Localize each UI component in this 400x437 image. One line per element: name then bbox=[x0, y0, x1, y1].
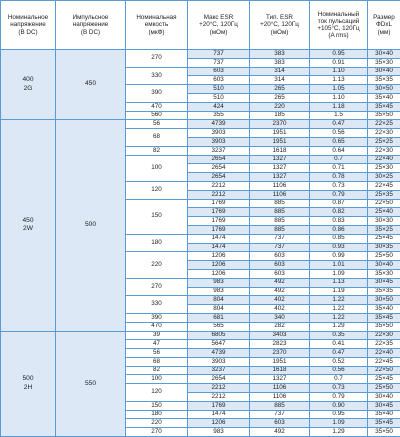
typ-esr-cell: 1327 bbox=[250, 173, 310, 182]
typ-esr-cell: 1951 bbox=[250, 137, 310, 146]
typ-esr-cell: 1618 bbox=[250, 366, 310, 375]
header-line: (мОм) bbox=[250, 29, 309, 36]
size-cell: 30×30 bbox=[368, 217, 400, 226]
ripple-current-cell: 1.22 bbox=[310, 305, 368, 314]
max-esr-cell: 2212 bbox=[188, 181, 250, 190]
ripple-current-cell: 0.41 bbox=[310, 340, 368, 349]
capacitance-cell: 82 bbox=[126, 366, 188, 375]
max-esr-cell: 6805 bbox=[188, 331, 250, 340]
typ-esr-cell: 1327 bbox=[250, 155, 310, 164]
header-line: Номинальное bbox=[1, 14, 55, 21]
typ-esr-cell: 492 bbox=[250, 287, 310, 296]
max-esr-cell: 737 bbox=[188, 58, 250, 67]
max-esr-cell: 2654 bbox=[188, 164, 250, 173]
header-line: (мкФ) bbox=[126, 29, 187, 36]
size-cell: 35×35 bbox=[368, 76, 400, 85]
ripple-current-cell: 1.05 bbox=[310, 85, 368, 94]
ripple-current-cell: 1.22 bbox=[310, 313, 368, 322]
header-line: +20°C, 120Гц bbox=[250, 21, 309, 28]
table-row bbox=[1, 331, 400, 340]
size-cell: 22×45 bbox=[368, 181, 400, 190]
ripple-current-cell: 1.5 bbox=[310, 111, 368, 120]
header-line: (мм) bbox=[368, 29, 400, 36]
size-cell: 22×40 bbox=[368, 349, 400, 358]
size-cell: 35×50 bbox=[368, 111, 400, 120]
capacitance-cell: 56 bbox=[126, 120, 188, 129]
max-esr-header bbox=[188, 1, 250, 50]
typ-esr-cell: 603 bbox=[250, 269, 310, 278]
size-cell: 35×40 bbox=[368, 93, 400, 102]
header-line: Импульсное bbox=[56, 14, 125, 21]
max-esr-cell: 737 bbox=[188, 50, 250, 59]
typ-esr-cell: 885 bbox=[250, 401, 310, 410]
capacitance-cell: 120 bbox=[126, 181, 188, 199]
size-cell: 35×30 bbox=[368, 58, 400, 67]
size-cell: 25×40 bbox=[368, 208, 400, 217]
size-cell: 25×45 bbox=[368, 234, 400, 243]
size-cell: 35×45 bbox=[368, 102, 400, 111]
typ-esr-cell: 885 bbox=[250, 199, 310, 208]
ripple-current-header bbox=[310, 1, 368, 50]
ripple-current-cell: 0.85 bbox=[310, 234, 368, 243]
max-esr-cell: 1206 bbox=[188, 261, 250, 270]
ripple-current-cell: 0.79 bbox=[310, 393, 368, 402]
surge-voltage-cell: 550 bbox=[56, 331, 126, 437]
size-cell: 22×50 bbox=[368, 199, 400, 208]
max-esr-cell: 1206 bbox=[188, 269, 250, 278]
ripple-current-cell: 1.22 bbox=[310, 296, 368, 305]
typ-esr-cell: 3403 bbox=[250, 331, 310, 340]
typ-esr-cell: 885 bbox=[250, 208, 310, 217]
capacitance-cell: 56 bbox=[126, 349, 188, 358]
size-cell: 22×30 bbox=[368, 146, 400, 155]
header-line: (В DC) bbox=[56, 29, 125, 36]
max-esr-cell: 4739 bbox=[188, 120, 250, 129]
typ-esr-cell: 737 bbox=[250, 234, 310, 243]
ripple-current-cell: 0.95 bbox=[310, 50, 368, 59]
typ-esr-cell: 265 bbox=[250, 93, 310, 102]
typ-esr-cell: 402 bbox=[250, 296, 310, 305]
size-cell: 35×35 bbox=[368, 287, 400, 296]
typ-esr-cell: 1951 bbox=[250, 129, 310, 138]
capacitance-cell: 470 bbox=[126, 322, 188, 331]
header-line: Номинальный bbox=[310, 11, 367, 18]
size-cell: 35×30 bbox=[368, 269, 400, 278]
header-line: емкость bbox=[126, 21, 187, 28]
max-esr-cell: 1769 bbox=[188, 217, 250, 226]
size-cell: 35×45 bbox=[368, 419, 400, 428]
max-esr-cell: 2654 bbox=[188, 173, 250, 182]
size-cell: 25×45 bbox=[368, 375, 400, 384]
rated-voltage-cell bbox=[1, 120, 56, 331]
max-esr-cell: 2212 bbox=[188, 384, 250, 393]
rated-voltage-line: 2G bbox=[1, 85, 55, 94]
typ-esr-cell: 1106 bbox=[250, 393, 310, 402]
surge-voltage-cell: 500 bbox=[56, 120, 126, 331]
typ-esr-cell: 1106 bbox=[250, 181, 310, 190]
header-line: (В DC) bbox=[1, 29, 55, 36]
size-cell: 35×45 bbox=[368, 313, 400, 322]
capacitance-cell: 270 bbox=[126, 428, 188, 437]
size-cell: 30×25 bbox=[368, 173, 400, 182]
capacitance-cell: 82 bbox=[126, 146, 188, 155]
capacitance-cell: 180 bbox=[126, 410, 188, 419]
ripple-current-cell: 1.13 bbox=[310, 76, 368, 85]
ripple-current-cell: 0.91 bbox=[310, 58, 368, 67]
header-line: (мОм) bbox=[188, 29, 249, 36]
capacitance-cell: 330 bbox=[126, 296, 188, 314]
size-cell: 35×40 bbox=[368, 410, 400, 419]
max-esr-cell: 1474 bbox=[188, 243, 250, 252]
capacitance-cell: 68 bbox=[126, 357, 188, 366]
ripple-current-cell: 0.86 bbox=[310, 225, 368, 234]
typ-esr-cell: 737 bbox=[250, 243, 310, 252]
capacitance-cell: 120 bbox=[126, 384, 188, 402]
size-cell: 30×35 bbox=[368, 243, 400, 252]
max-esr-cell: 983 bbox=[188, 287, 250, 296]
typ-esr-cell: 314 bbox=[250, 67, 310, 76]
size-cell: 22×50 bbox=[368, 366, 400, 375]
max-esr-cell: 510 bbox=[188, 93, 250, 102]
ripple-current-cell: 0.95 bbox=[310, 410, 368, 419]
ripple-current-cell: 1.29 bbox=[310, 428, 368, 437]
typ-esr-cell: 885 bbox=[250, 217, 310, 226]
size-cell: 35×40 bbox=[368, 305, 400, 314]
max-esr-cell: 565 bbox=[188, 322, 250, 331]
header-row bbox=[1, 1, 400, 50]
table-row bbox=[1, 120, 400, 129]
capacitance-cell: 270 bbox=[126, 278, 188, 296]
ripple-current-cell: 0.78 bbox=[310, 173, 368, 182]
max-esr-cell: 510 bbox=[188, 85, 250, 94]
typ-esr-cell: 603 bbox=[250, 252, 310, 261]
typ-esr-cell: 1327 bbox=[250, 375, 310, 384]
size-cell: 22×35 bbox=[368, 340, 400, 349]
ripple-current-cell: 1.09 bbox=[310, 419, 368, 428]
ripple-current-cell: 0.56 bbox=[310, 129, 368, 138]
size-cell: 30×40 bbox=[368, 50, 400, 59]
typ-esr-cell: 603 bbox=[250, 261, 310, 270]
typ-esr-cell: 340 bbox=[250, 313, 310, 322]
header-line: ФDxL bbox=[368, 21, 400, 28]
max-esr-cell: 3903 bbox=[188, 129, 250, 138]
size-cell: 25×25 bbox=[368, 137, 400, 146]
capacitance-header bbox=[126, 1, 188, 50]
typ-esr-cell: 402 bbox=[250, 305, 310, 314]
header-line: (A rms) bbox=[310, 32, 367, 39]
typ-esr-cell: 2370 bbox=[250, 349, 310, 358]
ripple-current-cell: 0.73 bbox=[310, 384, 368, 393]
max-esr-cell: 1769 bbox=[188, 208, 250, 217]
max-esr-cell: 3237 bbox=[188, 366, 250, 375]
typ-esr-cell: 1951 bbox=[250, 357, 310, 366]
ripple-current-cell: 1.01 bbox=[310, 261, 368, 270]
max-esr-cell: 4739 bbox=[188, 349, 250, 358]
header-line: ток пульсаций bbox=[310, 18, 367, 25]
max-esr-cell: 603 bbox=[188, 76, 250, 85]
capacitance-cell: 150 bbox=[126, 199, 188, 234]
header-line: Макс ESR bbox=[188, 14, 249, 21]
capacitance-cell: 68 bbox=[126, 129, 188, 147]
max-esr-cell: 1769 bbox=[188, 225, 250, 234]
max-esr-cell: 681 bbox=[188, 313, 250, 322]
max-esr-cell: 355 bbox=[188, 111, 250, 120]
header-line: +20°C, 120Гц bbox=[188, 21, 249, 28]
size-cell: 30×50 bbox=[368, 296, 400, 305]
rated-voltage-cell bbox=[1, 331, 56, 437]
typ-esr-cell: 1618 bbox=[250, 146, 310, 155]
typ-esr-cell: 220 bbox=[250, 102, 310, 111]
rated-voltage-cell bbox=[1, 50, 56, 120]
max-esr-cell: 3237 bbox=[188, 146, 250, 155]
size-cell: 22×45 bbox=[368, 357, 400, 366]
surge-voltage-cell: 450 bbox=[56, 50, 126, 120]
max-esr-cell: 3903 bbox=[188, 357, 250, 366]
ripple-current-cell: 0.79 bbox=[310, 190, 368, 199]
ripple-current-cell: 1.19 bbox=[310, 287, 368, 296]
typ-esr-cell: 492 bbox=[250, 278, 310, 287]
typ-esr-cell: 492 bbox=[250, 428, 310, 437]
typ-esr-cell: 2370 bbox=[250, 120, 310, 129]
size-cell: 35×25 bbox=[368, 225, 400, 234]
table-body bbox=[1, 50, 400, 437]
size-cell: 30×40 bbox=[368, 261, 400, 270]
typ-esr-header bbox=[250, 1, 310, 50]
max-esr-cell: 1769 bbox=[188, 401, 250, 410]
max-esr-cell: 983 bbox=[188, 278, 250, 287]
size-cell: 25×50 bbox=[368, 252, 400, 261]
ripple-current-cell: 0.73 bbox=[310, 181, 368, 190]
typ-esr-cell: 265 bbox=[250, 85, 310, 94]
capacitance-cell: 220 bbox=[126, 252, 188, 278]
capacitance-cell: 150 bbox=[126, 401, 188, 410]
capacitance-cell: 180 bbox=[126, 234, 188, 252]
ripple-current-cell: 0.65 bbox=[310, 137, 368, 146]
rated-voltage-line: 450 bbox=[1, 217, 55, 226]
typ-esr-cell: 1106 bbox=[250, 190, 310, 199]
size-cell: 22×25 bbox=[368, 120, 400, 129]
size-cell: 30×45 bbox=[368, 401, 400, 410]
rated-voltage-line: 500 bbox=[1, 375, 55, 384]
max-esr-cell: 2654 bbox=[188, 375, 250, 384]
max-esr-cell: 2212 bbox=[188, 190, 250, 199]
ripple-current-cell: 0.83 bbox=[310, 217, 368, 226]
table-header bbox=[1, 1, 400, 50]
surge-voltage-header bbox=[56, 1, 126, 50]
rated-voltage-line: 400 bbox=[1, 76, 55, 85]
ripple-current-cell: 0.99 bbox=[310, 252, 368, 261]
size-cell: 30×45 bbox=[368, 278, 400, 287]
max-esr-cell: 983 bbox=[188, 428, 250, 437]
size-cell: 25×30 bbox=[368, 164, 400, 173]
header-line: Тип. ESR bbox=[250, 14, 309, 21]
ripple-current-cell: 1.10 bbox=[310, 93, 368, 102]
header-line: Размер bbox=[368, 14, 400, 21]
max-esr-cell: 2212 bbox=[188, 393, 250, 402]
ripple-current-cell: 0.52 bbox=[310, 357, 368, 366]
typ-esr-cell: 383 bbox=[250, 58, 310, 67]
header-line: Номинальная bbox=[126, 14, 187, 21]
max-esr-cell: 3903 bbox=[188, 137, 250, 146]
capacitance-cell: 330 bbox=[126, 67, 188, 85]
max-esr-cell: 1474 bbox=[188, 410, 250, 419]
table-row bbox=[1, 50, 400, 59]
size-cell: 35×50 bbox=[368, 428, 400, 437]
capacitance-cell: 270 bbox=[126, 50, 188, 68]
size-header bbox=[368, 1, 400, 50]
max-esr-cell: 804 bbox=[188, 305, 250, 314]
capacitance-cell: 390 bbox=[126, 85, 188, 103]
ripple-current-cell: 0.47 bbox=[310, 349, 368, 358]
max-esr-cell: 1206 bbox=[188, 419, 250, 428]
ripple-current-cell: 1.09 bbox=[310, 269, 368, 278]
max-esr-cell: 424 bbox=[188, 102, 250, 111]
max-esr-cell: 5647 bbox=[188, 340, 250, 349]
size-cell: 22×30 bbox=[368, 129, 400, 138]
ripple-current-cell: 0.35 bbox=[310, 331, 368, 340]
max-esr-cell: 1769 bbox=[188, 199, 250, 208]
ripple-current-cell: 0.56 bbox=[310, 366, 368, 375]
capacitance-cell: 390 bbox=[126, 313, 188, 322]
rated-voltage-line: 2W bbox=[1, 225, 55, 234]
ripple-current-cell: 1.13 bbox=[310, 278, 368, 287]
header-line: напряжение bbox=[1, 21, 55, 28]
header-line: +105°C, 120Гц bbox=[310, 25, 367, 32]
ripple-current-cell: 0.7 bbox=[310, 155, 368, 164]
ripple-current-cell: 1.18 bbox=[310, 102, 368, 111]
typ-esr-cell: 603 bbox=[250, 419, 310, 428]
capacitance-cell: 100 bbox=[126, 375, 188, 384]
typ-esr-cell: 185 bbox=[250, 111, 310, 120]
ripple-current-cell: 0.71 bbox=[310, 164, 368, 173]
max-esr-cell: 804 bbox=[188, 296, 250, 305]
typ-esr-cell: 885 bbox=[250, 225, 310, 234]
size-cell: 22×30 bbox=[368, 331, 400, 340]
max-esr-cell: 603 bbox=[188, 67, 250, 76]
size-cell: 30×40 bbox=[368, 393, 400, 402]
typ-esr-cell: 383 bbox=[250, 50, 310, 59]
ripple-current-cell: 0.64 bbox=[310, 146, 368, 155]
capacitance-cell: 470 bbox=[126, 102, 188, 111]
ripple-current-cell: 0.47 bbox=[310, 120, 368, 129]
capacitance-cell: 47 bbox=[126, 340, 188, 349]
size-cell: 22×40 bbox=[368, 155, 400, 164]
typ-esr-cell: 282 bbox=[250, 322, 310, 331]
ripple-current-cell: 0.7 bbox=[310, 375, 368, 384]
typ-esr-cell: 1106 bbox=[250, 384, 310, 393]
ripple-current-cell: 1.10 bbox=[310, 67, 368, 76]
ripple-current-cell: 0.93 bbox=[310, 243, 368, 252]
size-cell: 35×50 bbox=[368, 322, 400, 331]
capacitance-cell: 220 bbox=[126, 419, 188, 428]
ripple-current-cell: 0.90 bbox=[310, 401, 368, 410]
rated-voltage-header bbox=[1, 1, 56, 50]
capacitance-cell: 560 bbox=[126, 111, 188, 120]
typ-esr-cell: 737 bbox=[250, 410, 310, 419]
size-cell: 25×50 bbox=[368, 384, 400, 393]
typ-esr-cell: 2823 bbox=[250, 340, 310, 349]
size-cell: 25×35 bbox=[368, 190, 400, 199]
size-cell: 30×40 bbox=[368, 67, 400, 76]
typ-esr-cell: 1327 bbox=[250, 164, 310, 173]
max-esr-cell: 1206 bbox=[188, 252, 250, 261]
ripple-current-cell: 1.29 bbox=[310, 322, 368, 331]
capacitance-cell: 39 bbox=[126, 331, 188, 340]
ripple-current-cell: 0.82 bbox=[310, 208, 368, 217]
ripple-current-cell: 0.87 bbox=[310, 199, 368, 208]
typ-esr-cell: 314 bbox=[250, 76, 310, 85]
capacitance-cell: 100 bbox=[126, 155, 188, 181]
size-cell: 30×50 bbox=[368, 85, 400, 94]
header-line: напряжение bbox=[56, 21, 125, 28]
max-esr-cell: 2654 bbox=[188, 155, 250, 164]
rated-voltage-line: 2H bbox=[1, 384, 55, 393]
max-esr-cell: 1474 bbox=[188, 234, 250, 243]
